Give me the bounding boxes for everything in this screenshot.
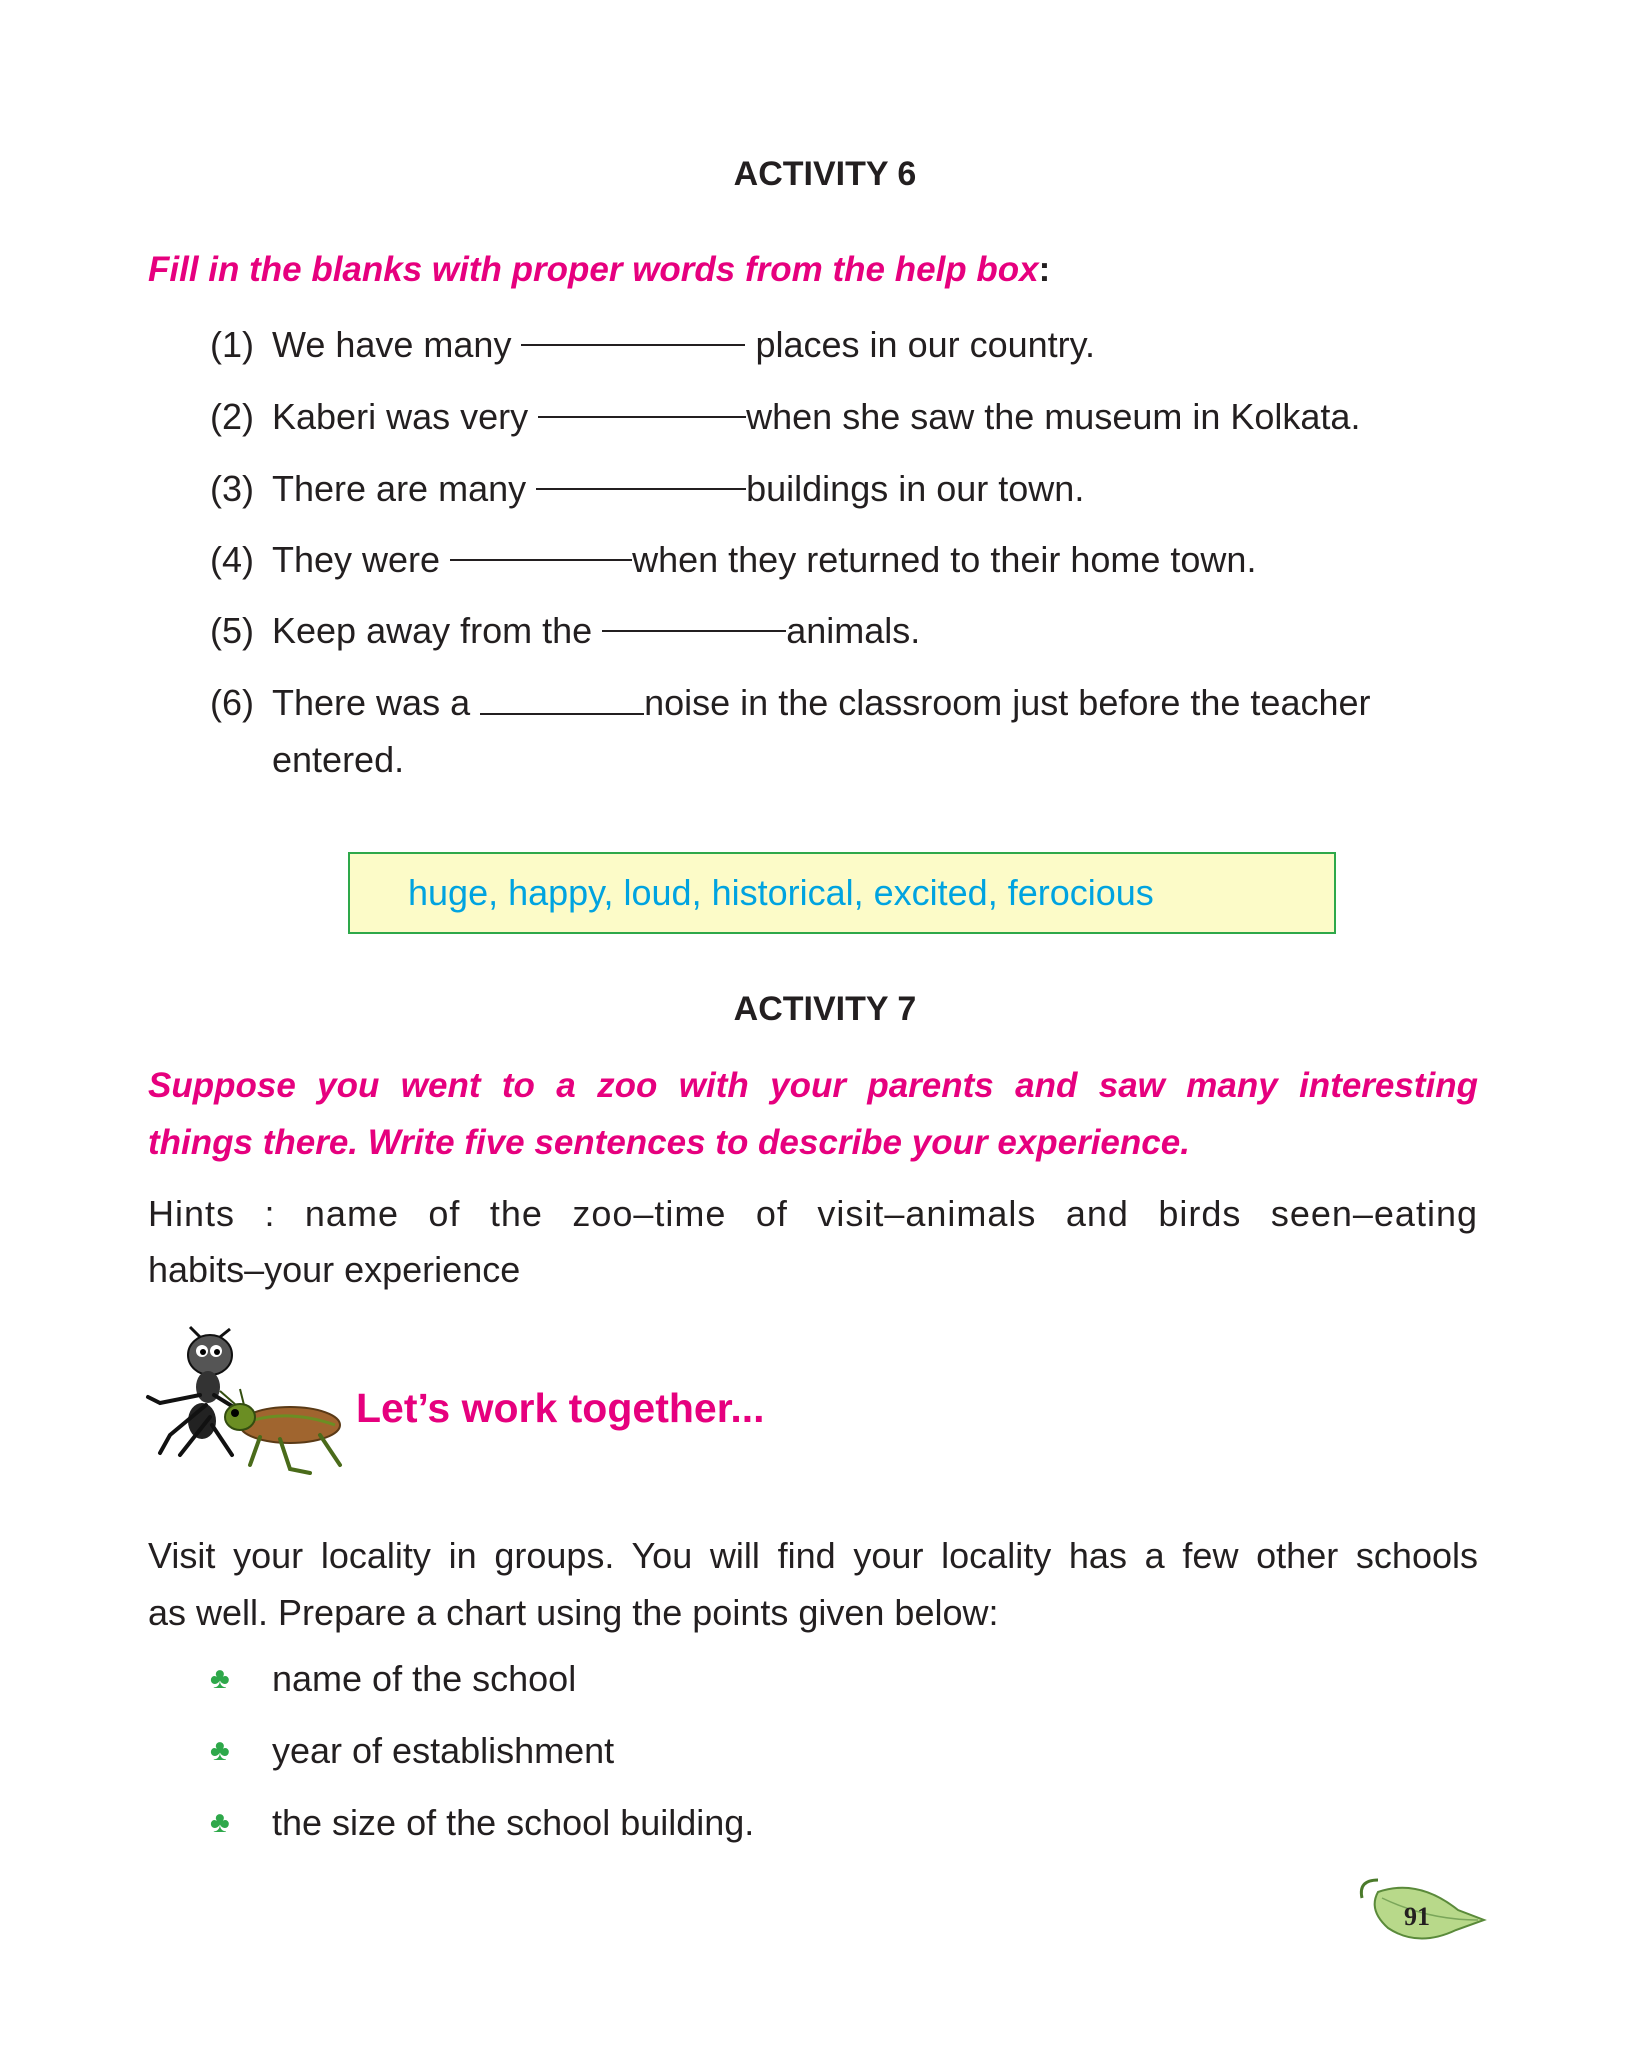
- grasshopper-icon: [220, 1389, 340, 1473]
- blank-line: [536, 460, 746, 490]
- lets-work-together-heading: Let’s work together...: [356, 1385, 765, 1431]
- activity-7-instruction-line2: things there. Write five sentences to describe your experience.: [148, 1123, 1190, 1162]
- hints-line1: Hints : name of the zoo–time of visit–animals and birds seen–eating: [148, 1193, 1478, 1234]
- page-number: 91: [1404, 1902, 1430, 1931]
- activity-7-title: ACTIVITY 7: [733, 990, 917, 1028]
- blank-line: [480, 685, 644, 715]
- hints-line2: habits–your experience: [148, 1249, 521, 1290]
- bullet-item-3: ♣ the size of the school building.: [210, 1802, 755, 1843]
- blank-line: [538, 388, 746, 418]
- blank-line: [450, 531, 632, 561]
- blank-line: [602, 602, 786, 632]
- instruction-text: Fill in the blanks with proper words from the help box: [148, 250, 1039, 289]
- together-paragraph-line2: as well. Prepare a chart using the points given below:: [148, 1592, 999, 1633]
- activity-7-instruction-line1: Suppose you went to a zoo with your parents and saw many interesting: [148, 1066, 1478, 1105]
- ant-icon: [148, 1327, 240, 1455]
- club-bullet-icon: ♣: [210, 1662, 230, 1695]
- together-paragraph-line1: Visit your locality in groups. You will find your locality has a few other schools: [148, 1535, 1478, 1576]
- blank-item-5: (5) Keep away from the animals.: [210, 602, 1500, 659]
- activity-6-title: ACTIVITY 6: [733, 155, 917, 193]
- blank-item-6: (6) There was a noise in the classroom just before the teacher entered.: [210, 682, 1371, 780]
- bullet-item-2: ♣ year of establishment: [210, 1730, 615, 1771]
- bullet-item-1: ♣ name of the school: [210, 1658, 577, 1699]
- blank-item-1: (1) We have many places in our country.: [210, 316, 1500, 373]
- activity-6-instruction: Fill in the blanks with proper words from the help box:: [148, 250, 1051, 289]
- club-bullet-icon: ♣: [210, 1734, 230, 1767]
- club-bullet-icon: ♣: [210, 1806, 230, 1839]
- blank-item-2: (2) Kaberi was very when she saw the museum in Kolkata.: [210, 388, 1500, 445]
- blank-item-3: (3) There are many buildings in our town.: [210, 460, 1500, 517]
- blank-item-4: (4) They were when they returned to their home town.: [210, 531, 1500, 588]
- blank-line: [521, 316, 745, 346]
- ant-grasshopper-illustration: [140, 1325, 350, 1485]
- help-box: huge, happy, loud, historical, excited, ferocious: [348, 852, 1336, 934]
